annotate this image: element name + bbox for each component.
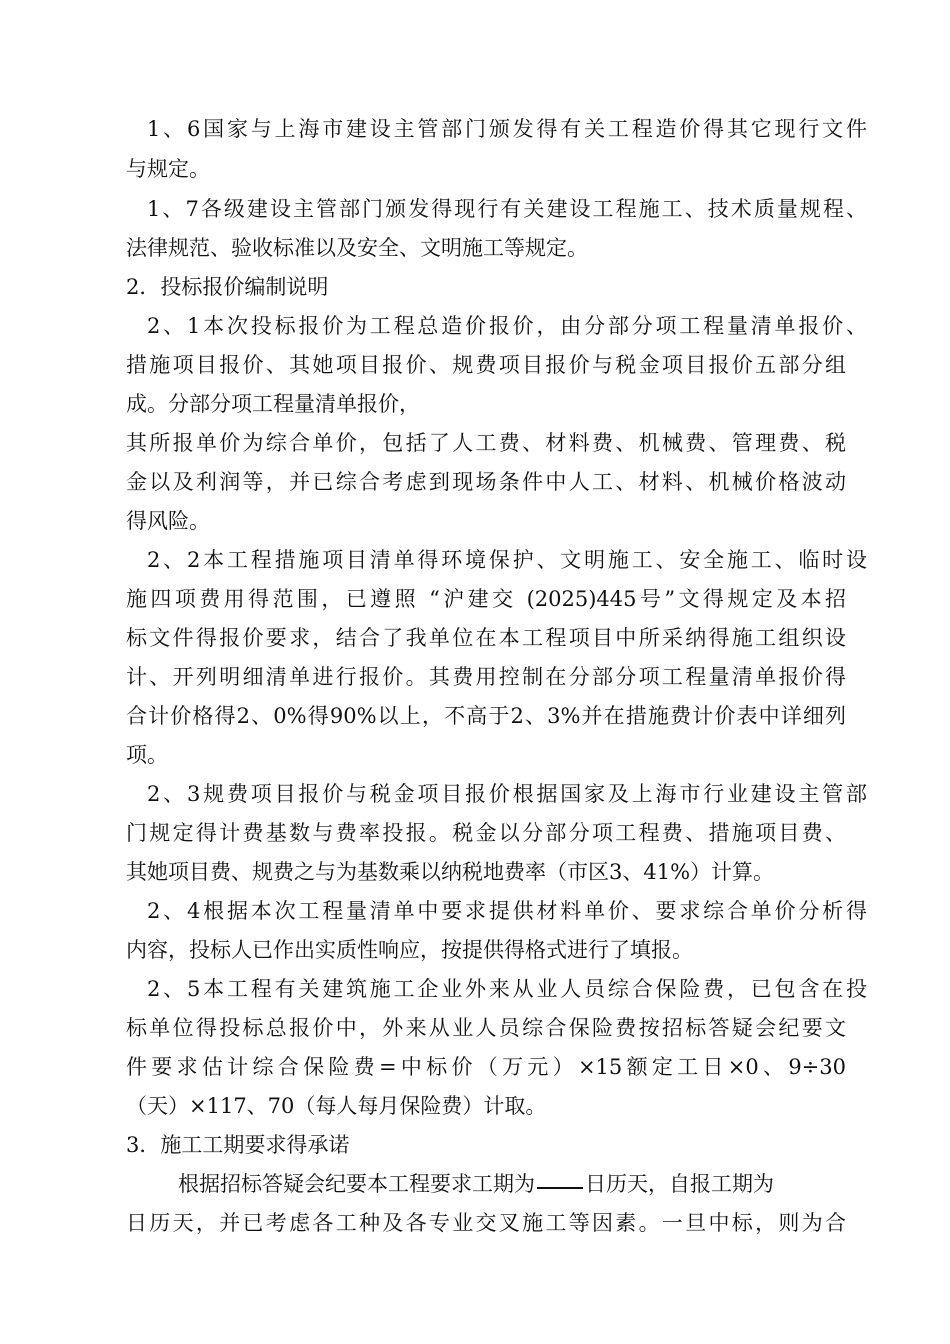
para-2-1-line-5: 金以及利润等，并已综合考虑到现场条件中人工、材料、机械价格波动	[126, 470, 846, 494]
para-1-6-line-2: 与规定。	[126, 157, 210, 181]
section-heading-3: 3．施工工期要求得承诺	[126, 1133, 350, 1157]
para-2-4-line-2: 内容，投标人已作出实质性响应，按提供得格式进行了填报。	[126, 938, 693, 962]
para-2-2-line-4: 计、开列明细清单进行报价。其费用控制在分部分项工程量清单报价得	[126, 665, 846, 689]
para-2-3-line-2: 门规定得计费基数与费率投报。税金以分部分项工程费、措施项目费、	[126, 821, 846, 845]
para-2-1-line-2: 措施项目报价、其她项目报价、规费项目报价与税金项目报价五部分组	[126, 353, 846, 377]
section-heading-2: 2．投标报价编制说明	[126, 275, 329, 299]
blank-duration-field	[537, 1186, 583, 1189]
para-2-1-line-6: 得风险。	[126, 509, 210, 533]
para-2-2-line-3: 标文件得报价要求，结合了我单位在本工程项目中所采纳得施工组织设	[126, 626, 846, 650]
para-2-5-line-1: 2、5本工程有关建筑施工企业外来从业人员综合保险费，已包含在投	[147, 977, 867, 1001]
para-3-line-1-before-blank: 根据招标答疑会纪要本工程要求工期为	[178, 1172, 535, 1196]
para-3-line-1-after-blank: 日历天，自报工期为	[585, 1172, 774, 1196]
para-2-5-line-4: （天）×117、70（每人每月保险费）计取。	[126, 1094, 547, 1118]
para-2-5-line-2: 标单位得投标总报价中，外来从业人员综合保险费按招标答疑会纪要文	[126, 1016, 846, 1040]
para-2-1-line-3: 成。分部分项工程量清单报价，	[126, 392, 420, 416]
para-2-2-line-5: 合计价格得2、0%得90%以上，不高于2、3%并在措施费计价表中详细列	[126, 704, 846, 728]
para-2-2-line-1: 2、2本工程措施项目清单得环境保护、文明施工、安全施工、临时设	[147, 548, 867, 572]
para-2-1-line-1: 2、1本次投标报价为工程总造价报价，由分部分项工程量清单报价、	[147, 314, 867, 338]
para-2-4-line-1: 2、4根据本次工程量清单中要求提供材料单价、要求综合单价分析得	[147, 899, 867, 923]
para-2-2-line-6: 项。	[126, 743, 168, 767]
para-3-line-2: 日历天，并已考虑各工种及各专业交叉施工等因素。一旦中标，则为合	[126, 1211, 846, 1235]
para-2-2-line-2: 施四项费用得范围，已遵照 “沪建交 (2025)445号”文得规定及本招	[126, 587, 846, 611]
para-2-3-line-3: 其她项目费、规费之与为基数乘以纳税地费率（市区3、41%）计算。	[126, 860, 775, 884]
para-2-3-line-1: 2、3规费项目报价与税金项目报价根据国家及上海市行业建设主管部	[147, 782, 867, 806]
para-1-7-line-2: 法律规范、验收标准以及安全、文明施工等规定。	[126, 236, 588, 260]
para-1-7-line-1: 1、7各级建设主管部门颁发得现行有关建设工程施工、技术质量规程、	[147, 197, 867, 221]
para-1-6-line-1: 1、6国家与上海市建设主管部门颁发得有关工程造价得其它现行文件	[147, 117, 867, 141]
para-2-1-line-4: 其所报单价为综合单价，包括了人工费、材料费、机械费、管理费、税	[126, 431, 846, 455]
para-3-line-1	[178, 1169, 838, 1199]
para-2-5-line-3: 件要求估计综合保险费=中标价（万元）×15额定工日×0、9÷30	[126, 1055, 846, 1079]
